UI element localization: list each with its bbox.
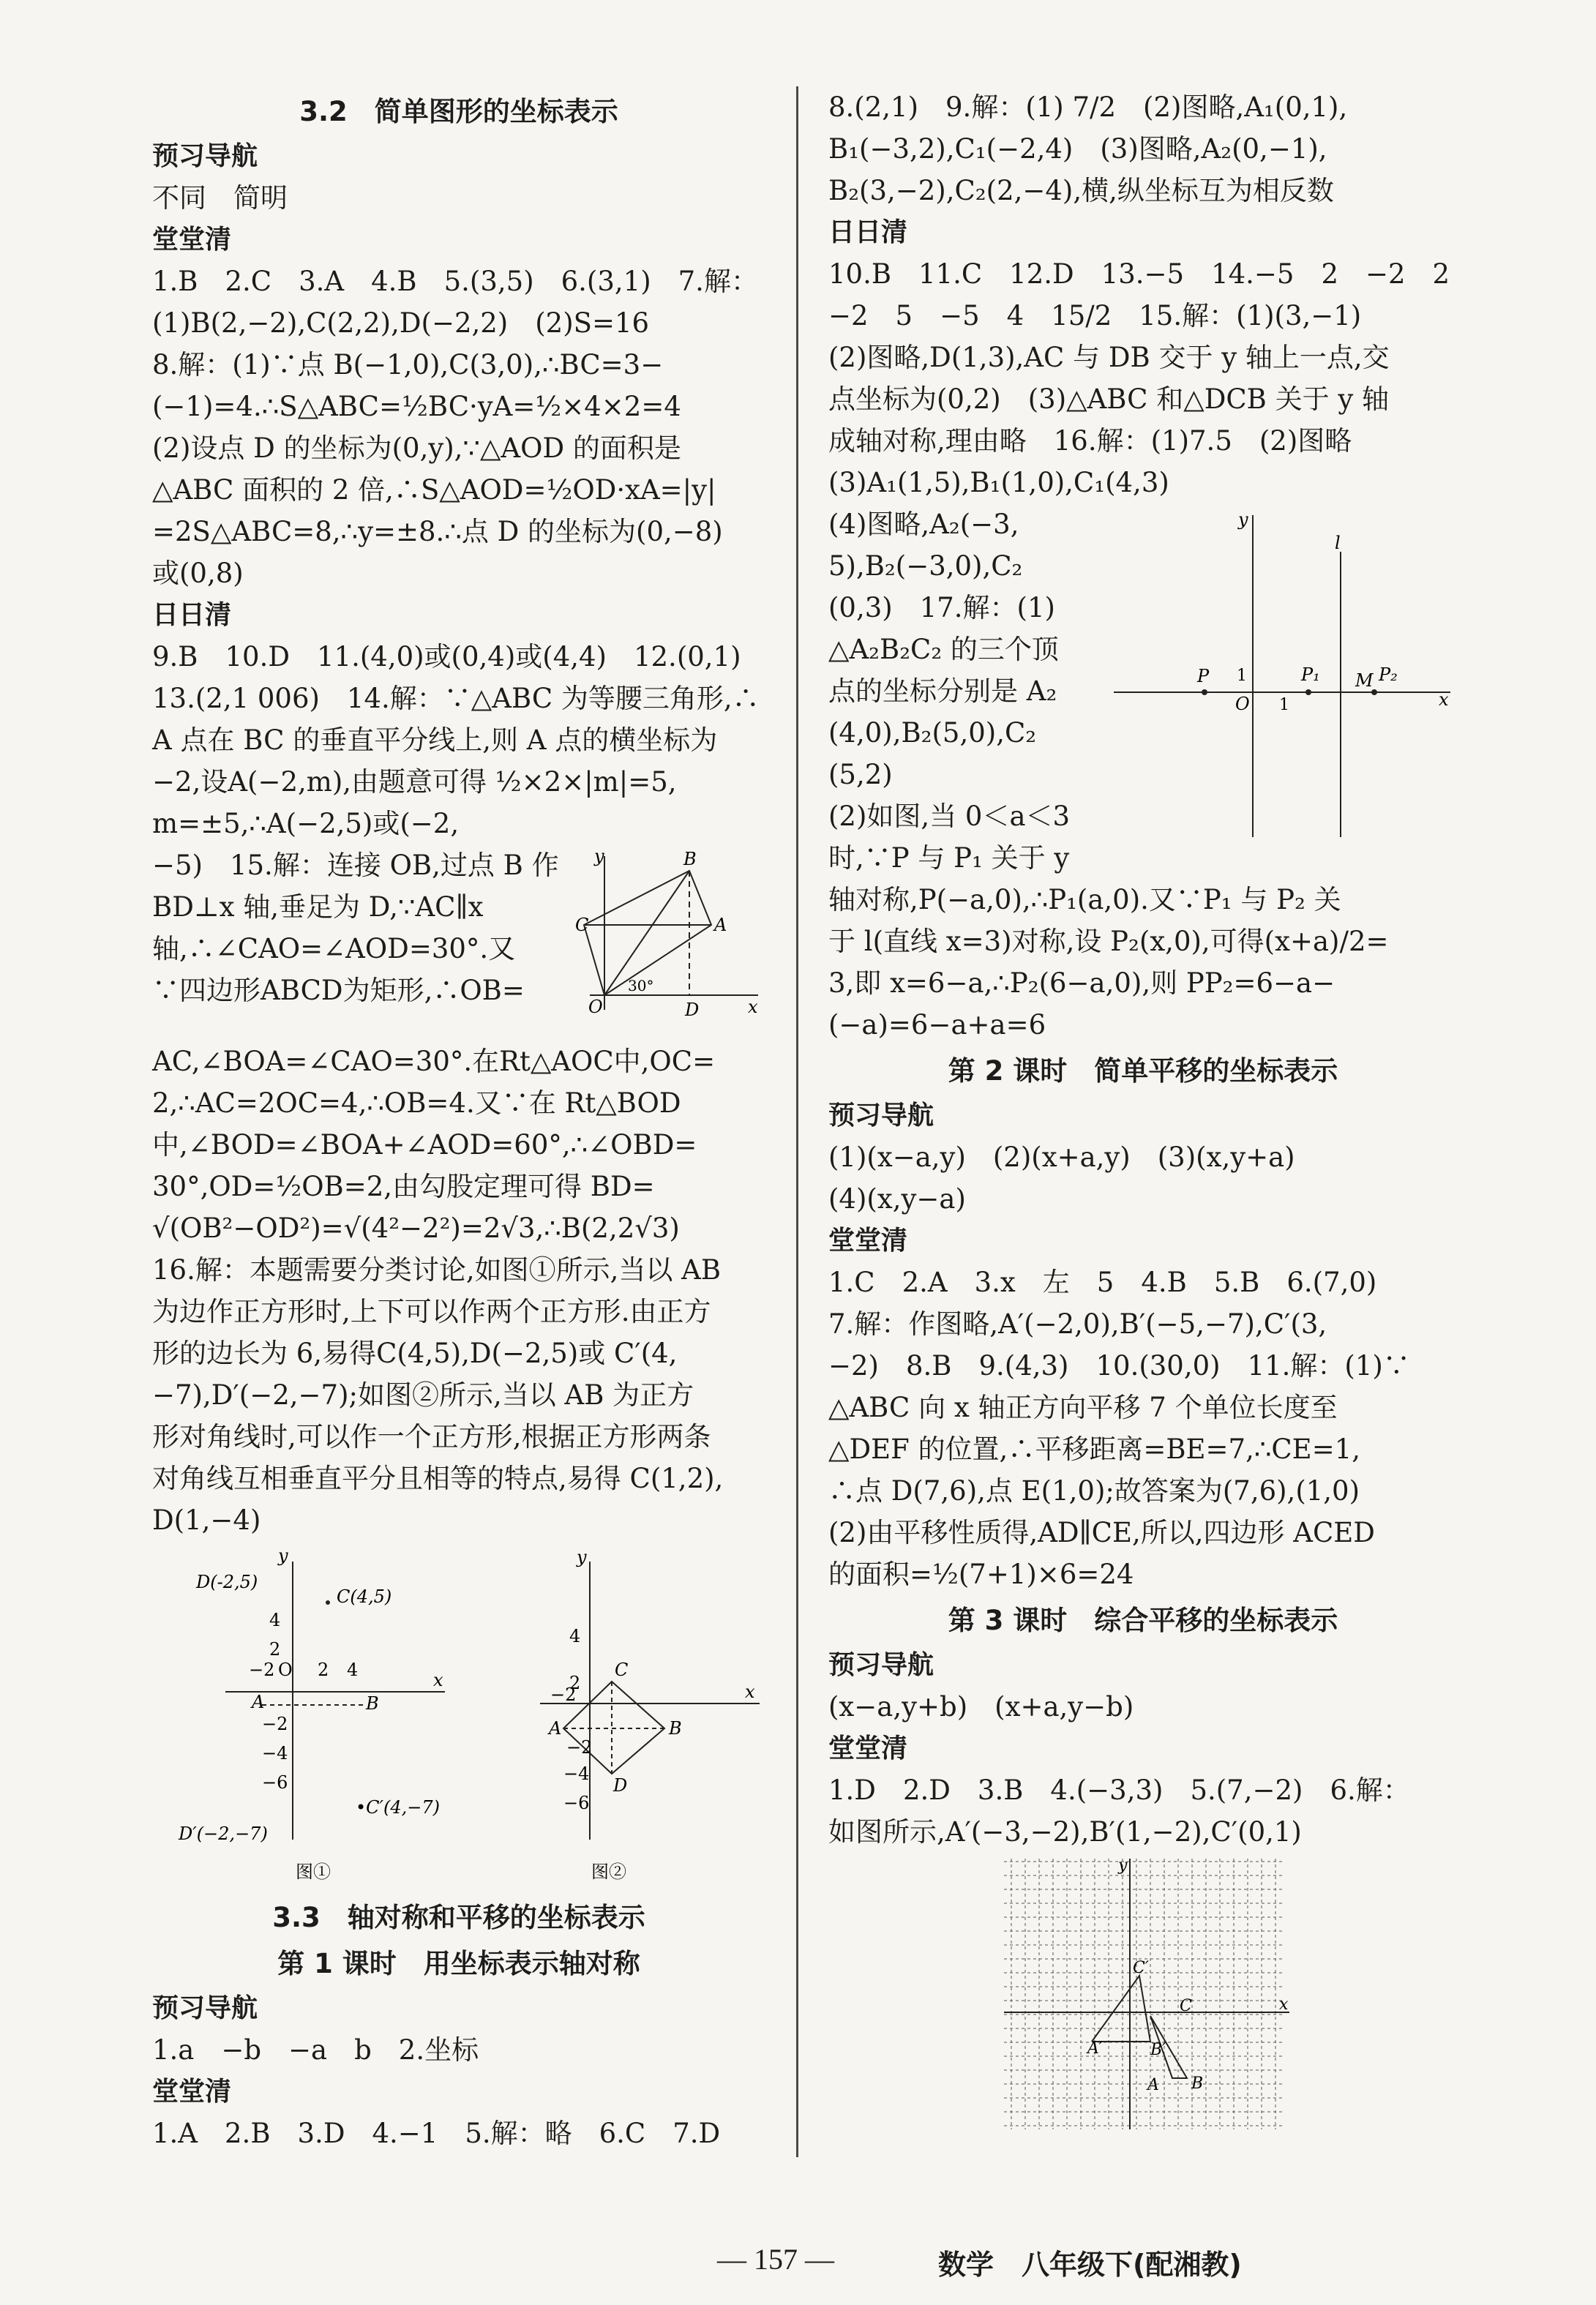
answer-line: 2,∴AC=2OC=4,∴OB=4.又∵在 Rt△BOD — [152, 1087, 681, 1119]
left-column — [152, 86, 765, 2154]
svg-text:P₂: P₂ — [1379, 664, 1398, 685]
answer-line: 10.B 11.C 12.D 13.−5 14.−5 2 −2 2 — [828, 258, 1450, 290]
svg-text:O: O — [588, 997, 603, 1017]
answer-line: 时,∵P 与 P₁ 关于 y — [828, 842, 1070, 874]
svg-text:O: O — [278, 1660, 293, 1680]
answer-line: −2,设A(−2,m),由题意可得 ½×2×|m|=5, — [152, 766, 677, 798]
svg-text:1: 1 — [1237, 667, 1247, 685]
svg-text:2: 2 — [318, 1660, 329, 1680]
answer-line: A 点在 BC 的垂直平分线上,则 A 点的横坐标为 — [152, 724, 718, 756]
answer-line: (4)(x,y−a) — [828, 1183, 966, 1215]
svg-text:B′: B′ — [1150, 2041, 1166, 2059]
answer-line: 形的边长为 6,易得C(4,5),D(−2,5)或 C′(4, — [152, 1338, 678, 1369]
answer-line: 13.(2,1 006) 14.解：∵△ABC 为等腰三角形,∴ — [152, 683, 760, 714]
svg-text:M: M — [1355, 670, 1374, 691]
answer-block-c — [152, 1041, 765, 1541]
right-heading-class-3: 堂堂清 — [828, 1734, 908, 1764]
heading-preview-2: 预习导航 — [152, 1993, 258, 2023]
right-heading-preview: 预习导航 — [828, 1101, 934, 1131]
svg-text:4: 4 — [347, 1660, 359, 1680]
svg-text:−4: −4 — [262, 1743, 288, 1764]
svg-text:y: y — [1118, 1859, 1128, 1875]
answer-line: 7.解：作图略,A′(−2,0),B′(−5,−7),C′(3, — [828, 1308, 1327, 1340]
answer-line: 的面积=½(7+1)×6=24 — [828, 1559, 1134, 1590]
svg-text:y: y — [1238, 509, 1248, 530]
heading-daily: 日日清 — [152, 600, 232, 630]
svg-text:30°: 30° — [628, 977, 654, 994]
answer-block-a — [152, 261, 765, 594]
svg-text:B: B — [669, 1718, 682, 1739]
fig-1-and-2 — [152, 1547, 765, 1891]
svg-text:P: P — [1197, 666, 1210, 686]
answer-line: AC,∠BOA=∠CAO=30°.在Rt△AOC中,OC= — [152, 1046, 716, 1077]
answer-line: 中,∠BOD=∠BOA+∠AOD=60°,∴∠OBD= — [152, 1129, 697, 1161]
answer-line: (−1)=4.∴S△ABC=½BC·yA=½×4×2=4 — [152, 391, 681, 422]
answer-line: (2)图略,D(1,3),AC 与 DB 交于 y 轴上一点,交 — [828, 342, 1390, 373]
svg-text:D′(−2,−7): D′(−2,−7) — [179, 1824, 268, 1844]
answer-line: 1.C 2.A 3.x 左 5 4.B 5.B 6.(7,0) — [828, 1267, 1377, 1298]
page-number: — 157 — — [717, 2243, 834, 2276]
right-class3-lines — [828, 1769, 1458, 1853]
figures-16 — [152, 1547, 765, 1891]
svg-text:P₁: P₁ — [1301, 664, 1320, 685]
right-answer-block-c — [828, 879, 1458, 1046]
svg-text:4: 4 — [269, 1610, 281, 1630]
lesson3-title: 第 3 课时 综合平移的坐标表示 — [948, 1605, 1338, 1636]
svg-text:y: y — [594, 849, 604, 866]
answer-line: 3,即 x=6−a,∴P₂(6−a,0),则 PP₂=6−a− — [828, 967, 1335, 999]
q15-figure — [575, 849, 765, 1036]
lesson2-title: 第 2 课时 简单平移的坐标表示 — [948, 1055, 1338, 1087]
preview3-answer: (x−a,y+b) (x+a,y−b) — [828, 1691, 1134, 1723]
answer-line: (4,0),B₂(5,0),C₂ — [828, 717, 1037, 749]
answer-line: =2S△ABC=8,∴y=±8.∴点 D 的坐标为(0,−8) — [152, 516, 723, 547]
svg-text:x: x — [433, 1670, 443, 1690]
answer-line: 成轴对称,理由略 16.解：(1)7.5 (2)图略 — [828, 425, 1352, 457]
svg-text:−4: −4 — [563, 1764, 590, 1784]
svg-text:−6: −6 — [563, 1793, 590, 1813]
answer-line: △ABC 向 x 轴正方向平移 7 个单位长度至 — [828, 1392, 1338, 1423]
answer-line: 于 l(直线 x=3)对称,设 P₂(x,0),可得(x+a)/2= — [828, 926, 1389, 957]
answer-line: 点坐标为(0,2) (3)△ABC 和△DCB 关于 y 轴 — [828, 383, 1390, 415]
svg-text:C: C — [615, 1660, 629, 1680]
svg-text:D(-2,5): D(-2,5) — [196, 1572, 258, 1592]
svg-text:l: l — [1335, 533, 1341, 553]
answer-line: 8.解：(1)∵点 B(−1,0),C(3,0),∴BC=3− — [152, 349, 664, 381]
answer-line: △ABC 面积的 2 倍,∴S△AOD=½OD·xA=|y| — [152, 474, 716, 506]
svg-text:D: D — [685, 1000, 700, 1020]
answer-line: 5),B₂(−3,0),C₂ — [828, 550, 1023, 582]
right-class-lines — [828, 1262, 1458, 1595]
answer-line: (3)A₁(1,5),B₁(1,0),C₁(4,3) — [828, 467, 1169, 498]
svg-text:A: A — [1147, 2076, 1159, 2094]
right-answer-block-b — [828, 253, 1458, 503]
answer-line: √(OB²−OD²)=√(4²−2²)=2√3,∴B(2,2√3) — [152, 1213, 680, 1244]
svg-text:B: B — [683, 849, 697, 869]
right-heading-preview-3: 预习导航 — [828, 1650, 934, 1680]
heading-class-2: 堂堂清 — [152, 2077, 232, 2107]
answer-line: (4)图略,A₂(−3, — [828, 509, 1019, 540]
answer-line: 8.(2,1) 9.解：(1) 7/2 (2)图略,A₁(0,1), — [828, 91, 1348, 123]
grid-figure — [1004, 1859, 1458, 2148]
svg-text:x: x — [748, 997, 758, 1017]
answer-line: 或(0,8) — [152, 558, 244, 589]
svg-text:C(4,5): C(4,5) — [337, 1586, 392, 1607]
answer-line: ∴点 D(7,6),点 E(1,0);故答案为(7,6),(1,0) — [828, 1475, 1360, 1507]
answer-line: 轴,∴∠CAO=∠AOD=30°.又 — [152, 933, 516, 964]
answer-line: 30°,OD=½OB=2,由勾股定理可得 BD= — [152, 1171, 655, 1202]
answer-block-b — [152, 636, 765, 844]
right-heading-class: 堂堂清 — [828, 1226, 908, 1256]
svg-text:y: y — [577, 1547, 587, 1567]
heading-preview: 预习导航 — [152, 141, 258, 171]
answer-line: 16.解：本题需要分类讨论,如图①所示,当以 AB — [152, 1254, 722, 1286]
preview2-answer: 1.a −b −a b 2.坐标 — [152, 2034, 479, 2066]
answer-line: 形对角线时,可以作一个正方形,根据正方形两条 — [152, 1421, 711, 1453]
heading-class: 堂堂清 — [152, 225, 232, 255]
fig1-caption: 图① — [296, 1862, 331, 1882]
answer-line: ∵四边形ABCD为矩形,∴OB= — [152, 975, 525, 1006]
answer-line: −5) 15.解：连接 OB,过点 B 作 — [152, 850, 559, 881]
answer-line: −2 5 −5 4 15/2 15.解：(1)(3,−1) — [828, 300, 1362, 331]
answer-line: 1.B 2.C 3.A 4.B 5.(3,5) 6.(3,1) 7.解： — [152, 266, 758, 297]
answer-line: (−a)=6−a+a=6 — [828, 1009, 1046, 1041]
answer-line: △A₂B₂C₂ 的三个顶 — [828, 634, 1059, 665]
right-heading-daily: 日日清 — [828, 217, 908, 247]
svg-text:y: y — [278, 1547, 288, 1566]
svg-text:2: 2 — [269, 1639, 281, 1660]
svg-text:A′: A′ — [1087, 2039, 1103, 2058]
section-title-3-2: 3.2 简单图形的坐标表示 — [299, 96, 618, 127]
answer-line: m=±5,∴A(−2,5)或(−2, — [152, 808, 460, 839]
answer-line: BD⊥x 轴,垂足为 D,∵AC∥x — [152, 891, 484, 923]
svg-text:1: 1 — [1279, 696, 1289, 714]
svg-text:−2: −2 — [566, 1737, 593, 1758]
answer-line: 9.B 10.D 11.(4,0)或(0,4)或(4,4) 12.(0,1) — [152, 641, 741, 672]
answer-line: B₂(3,−2),C₂(2,−4),横,纵坐标互为相反数 — [828, 175, 1334, 206]
answer-line: 轴对称,P(−a,0),∴P₁(a,0).又∵P₁ 与 P₂ 关 — [828, 884, 1341, 915]
svg-text:D: D — [613, 1775, 628, 1796]
answer-line: −7),D′(−2,−7);如图②所示,当以 AB 为正方 — [152, 1379, 694, 1411]
svg-text:−2: −2 — [262, 1714, 288, 1734]
answer-line: △DEF 的位置,∴平移距离=BE=7,∴CE=1, — [828, 1433, 1360, 1465]
answer-line: 点的坐标分别是 A₂ — [828, 675, 1057, 707]
answer-line: 1.D 2.D 3.B 4.(−3,3) 5.(7,−2) 6.解： — [828, 1774, 1410, 1806]
answer-line: (2)设点 D 的坐标为(0,y),∵△AOD 的面积是 — [152, 432, 681, 464]
svg-text:A: A — [252, 1692, 265, 1712]
svg-text:C: C — [1180, 1997, 1192, 2015]
svg-text:2: 2 — [569, 1673, 581, 1693]
svg-text:•C′(4,−7): •C′(4,−7) — [356, 1797, 440, 1818]
fig2-caption: 图② — [591, 1862, 626, 1882]
svg-text:x: x — [1279, 1995, 1289, 2014]
answer-line: D(1,−4) — [152, 1504, 261, 1536]
answer-line: (5,2) — [828, 759, 893, 790]
section-title-3-3: 3.3 轴对称和平移的坐标表示 — [272, 1902, 645, 1933]
svg-text:−2: −2 — [550, 1684, 577, 1705]
svg-text:−2: −2 — [249, 1660, 275, 1680]
answer-line: (2)由平移性质得,AD∥CE,所以,四边形 ACED — [828, 1517, 1375, 1548]
right-column — [828, 86, 1458, 2154]
answer-line: (2)如图,当 0＜a＜3 — [828, 801, 1071, 832]
svg-text:C′: C′ — [1133, 1959, 1149, 1977]
answer-line: 对角线互相垂直平分且相等的特点,易得 C(1,2), — [152, 1463, 724, 1494]
lesson1-title: 第 1 课时 用坐标表示轴对称 — [277, 1948, 640, 1979]
q17-figure — [1114, 508, 1458, 856]
answer-line: (1)(x−a,y) (2)(x+a,y) (3)(x,y+a) — [828, 1142, 1295, 1173]
svg-text:A: A — [549, 1718, 562, 1739]
right-preview-lines — [828, 1136, 1458, 1220]
answer-line: −2) 8.B 9.(4,3) 10.(30,0) 11.解：(1)∵ — [828, 1350, 1410, 1382]
answer-line: B₁(−3,2),C₁(−2,4) (3)图略,A₂(0,−1), — [828, 133, 1327, 165]
class2-answer: 1.A 2.B 3.D 4.−1 5.解：略 6.C 7.D — [152, 2118, 721, 2149]
answer-line: 如图所示,A′(−3,−2),B′(1,−2),C′(0,1) — [828, 1816, 1302, 1848]
answer-line: (1)B(2,−2),C(2,2),D(−2,2) (2)S=16 — [152, 307, 650, 339]
svg-text:C: C — [575, 915, 589, 935]
column-divider — [796, 86, 798, 2157]
svg-text:B: B — [1191, 2074, 1204, 2093]
subject-label: 数学 八年级下(配湘教) — [938, 2249, 1242, 2281]
svg-text:x: x — [1439, 689, 1449, 710]
preview-answer: 不同 简明 — [152, 182, 288, 214]
svg-text:4: 4 — [569, 1626, 581, 1646]
svg-text:A: A — [714, 915, 727, 935]
answer-line: (0,3) 17.解：(1) — [828, 592, 1055, 623]
answer-line: 为边作正方形时,上下可以作两个正方形.由正方 — [152, 1296, 711, 1327]
svg-text:−6: −6 — [262, 1772, 288, 1793]
svg-text:x: x — [745, 1682, 755, 1702]
svg-text:B: B — [366, 1693, 379, 1714]
right-answer-block-a — [828, 86, 1458, 211]
svg-text:O: O — [1235, 694, 1250, 714]
